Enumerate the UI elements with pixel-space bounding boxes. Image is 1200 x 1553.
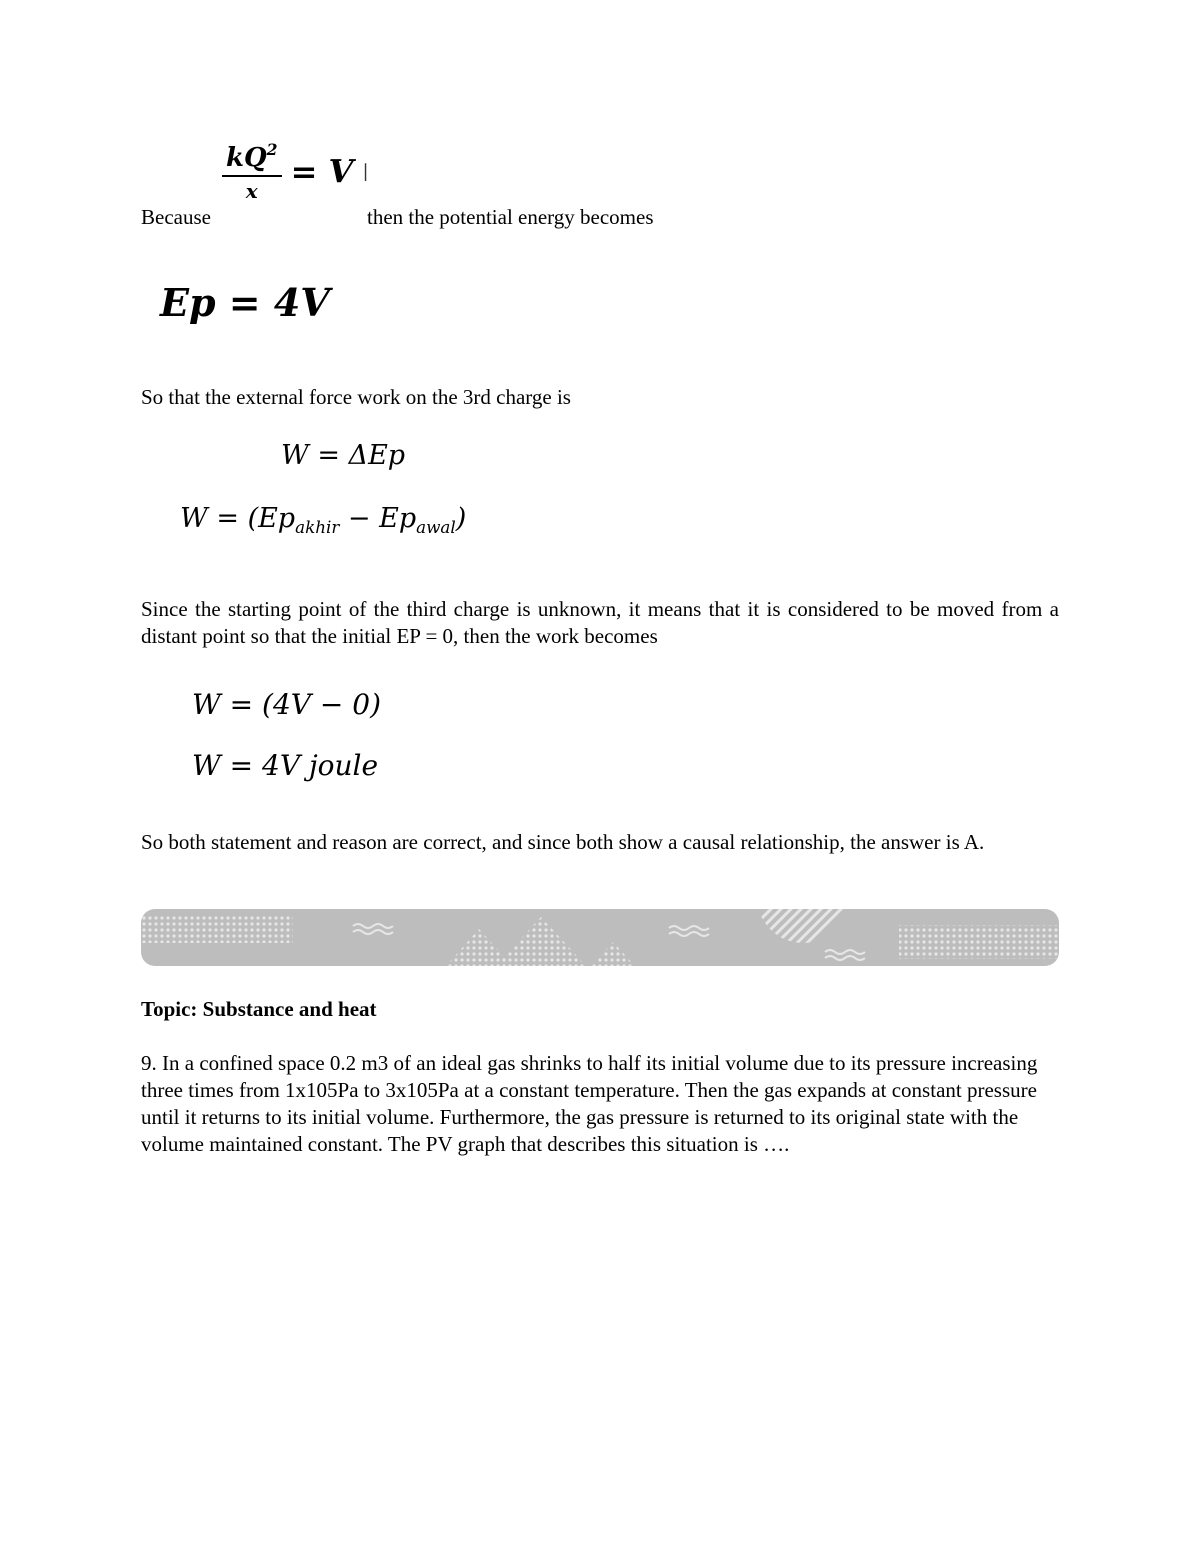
w-equals-delta-ep: W = ΔEp <box>281 440 406 471</box>
kq2-over-x-formula: $\frac{kQ^2}{x}$ = V | <box>222 140 369 203</box>
decorative-banner <box>141 909 1059 966</box>
ep-equals-4v: Ep = 4V <box>160 280 330 325</box>
fraction: $\frac{kQ^2}{x}$ <box>222 140 282 203</box>
because-label: Because <box>141 205 211 229</box>
w-equals-4v-minus-0: W = (4V − 0) <box>192 688 381 721</box>
w-equals-ep-difference: $W = (Ep_{akhir} - Ep_{awal})$ <box>180 503 467 537</box>
since-paragraph: Since the starting point of the third charge is unknown, it means that it is considered to be moved from a distant point so that the initial EP = 0, then the work becomes <box>141 597 1059 648</box>
w-equals-4v-joule: W = 4V joule <box>192 749 379 782</box>
topic-heading: Topic: Substance and heat <box>141 997 377 1021</box>
banner-pattern <box>141 909 1059 966</box>
question-paragraph: 9. In a confined space 0.2 m3 of an ideal gas shrinks to half its initial volume due to its pressure increasing three times from 1x105Pa to 3x105Pa at a constant temperature. Then the gas expands at constant pressure until it returns to its initial volume. Furthermore, the gas pressure is returned to its original state with the volume maintained constant. The PV graph that describes this situation is …. <box>141 1051 1038 1156</box>
so-that-paragraph: So that the external force work on the 3rd charge is <box>141 385 571 409</box>
conclusion-paragraph: So both statement and reason are correct, and since both show a causal relationship, the answer is A. <box>141 830 985 854</box>
text-cursor: | <box>362 160 369 182</box>
because-tail: then the potential energy becomes <box>367 205 654 229</box>
